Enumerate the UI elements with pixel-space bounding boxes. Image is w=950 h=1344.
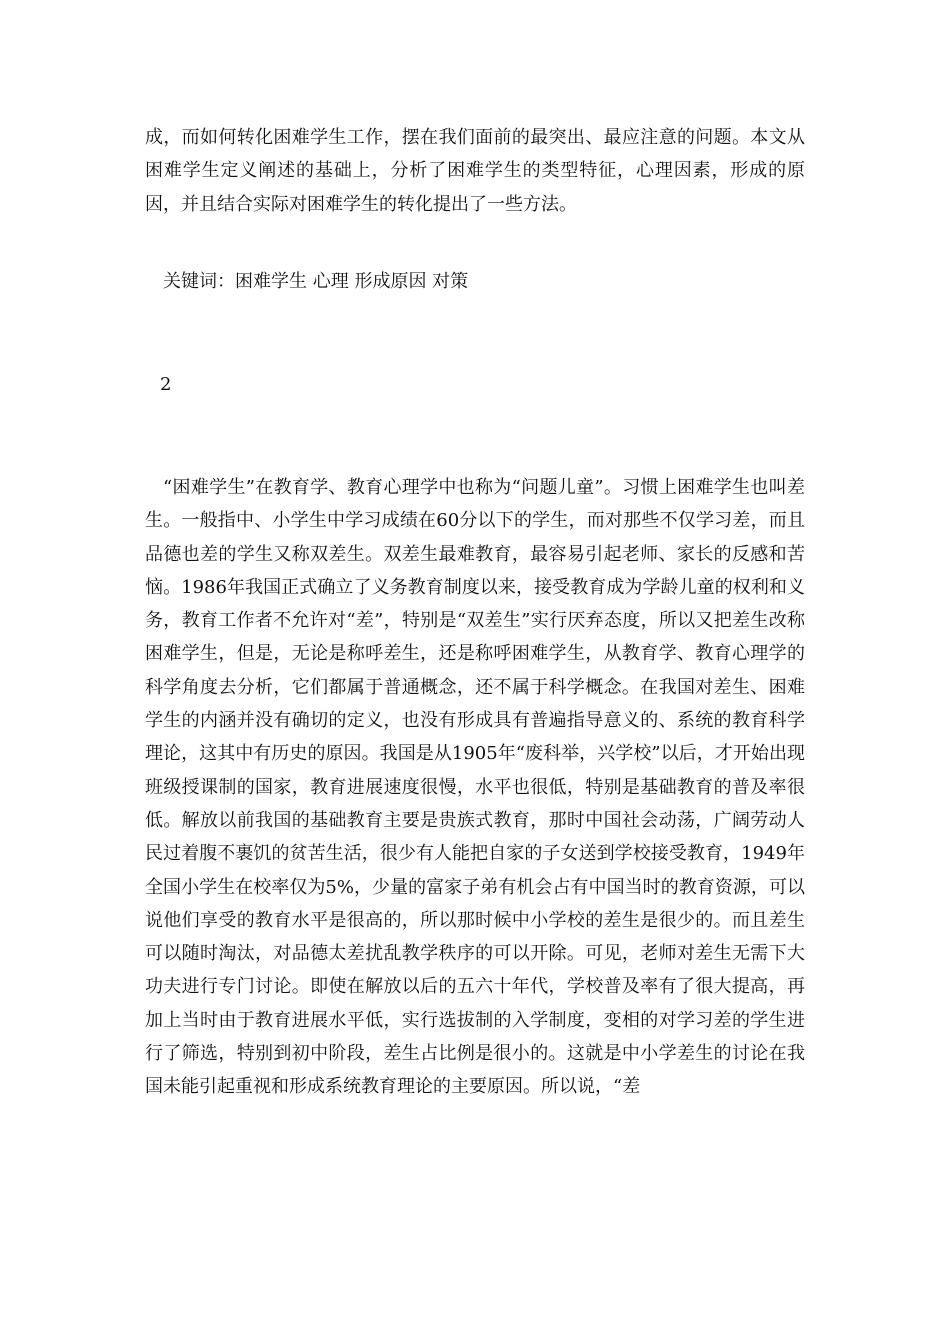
body-paragraph: “困难学生”在教育学、教育心理学中也称为“问题儿童”。习惯上困难学生也叫差生。一般指中、小学生中学习成绩在60分以下的学生，而对那些不仅学习差，而且品德也差的学生又称双差生。双差生最难教育，最容易引起老师、家长的反感和苦恼。1986年我国正式确立了义务教育制度以来，接受教育成为学龄儿童的权利和义务，教育工作者不允许对“差”，特别是“双差生”实行厌弃态度，所以又把差生改称困难学生，但是，无论是称呼差生，还是称呼困难学生，从教育学、教育心理学的科学角度去分析，它们都属于普通概念，还不属于科学概念。在我国对差生、困难学生的内涵并没有确切的定义，也没有形成具有普遍指导意义的、系统的教育科学理论，这其中有历史的原因。我国是从1905年“废科举，兴学校”以后，才开始出现班级授课制的国家，教育进展速度很慢，水平也很低，特别是基础教育的普及率很低。解放以前我国的基础教育主要是贵族式教育，那时中国社会动荡，广阔劳动人民过着腹不裹饥的贫苦生活，很少有人能把自家的子女送到学校接受教育，1949年全国小学生在校率仅为5%，少量的富家子弟有机会占有中国当时的教育资源，可以说他们享受的教育水平是很高的，所以那时候中小学校的差生是很少的。而且差生可以随时淘汰，对品德太差扰乱教学秩序的可以开除。可见，老师对差生无需下大功夫进行专门讨论。即使在解放以后的五六十年代，学校普及率有了很大提高，再加上当时由于教育进展水平低，实行选拔制的入学制度，变相的对学习差的学生进行了筛选，特别到初中阶段，差生占比例是很小的。这就是中小学差生的讨论在我国未能引起重视和形成系统教育理论的主要原因。所以说，“差 [145,477,805,1098]
abstract-paragraph: 成，而如何转化困难学生工作，摆在我们面前的最突出、最应注意的问题。本文从困难学生定义阐述的基础上，分析了困难学生的类型特征，心理因素，形成的原因，并且结合实际对困难学生的转化提出了一些方法。 [145,127,805,215]
keywords-line: 关键词：困难学生 心理 形成原因 对策 [163,271,469,292]
page-number: 2 [160,374,172,395]
